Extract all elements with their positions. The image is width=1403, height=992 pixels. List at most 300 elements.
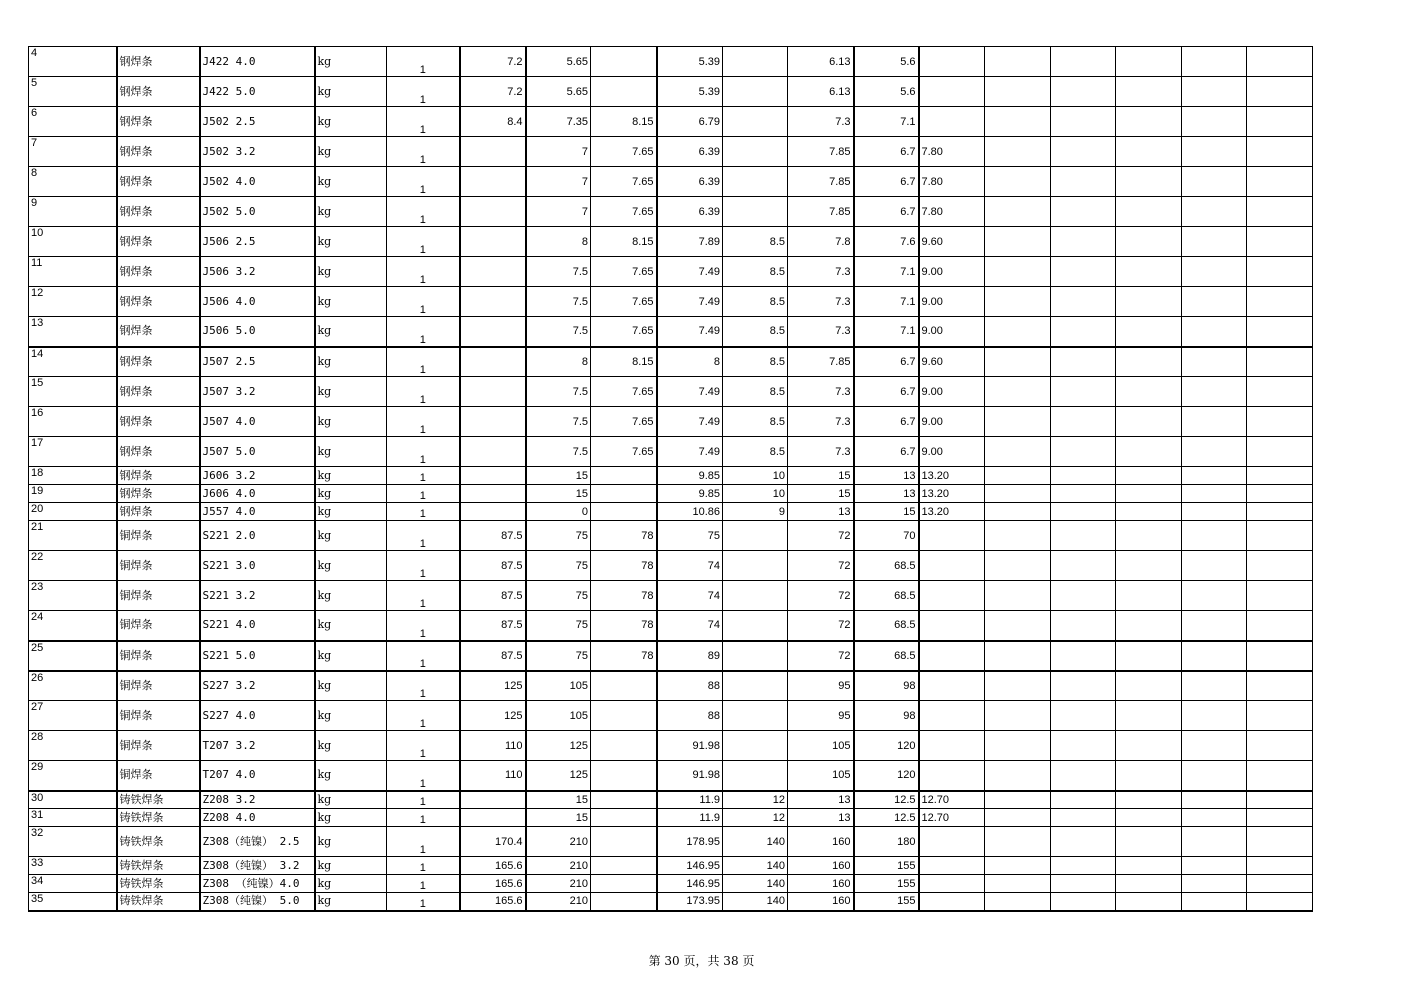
price-cell-1: 170.4 <box>460 827 526 857</box>
item-spec: S227 4.0 <box>200 701 315 731</box>
price-cell-5: 12 <box>723 809 788 827</box>
price-cell-7: 12.5 <box>854 809 919 827</box>
item-qty: 1 <box>387 551 460 581</box>
empty-cell <box>1051 407 1116 437</box>
empty-cell <box>1051 107 1116 137</box>
price-cell-5: 12 <box>723 791 788 809</box>
item-spec: Z308（纯镍） 5.0 <box>200 893 315 911</box>
price-cell-7: 5.6 <box>854 47 919 77</box>
price-cell-7: 120 <box>854 761 919 791</box>
empty-cell <box>1247 809 1313 827</box>
price-cell-5: 9 <box>723 503 788 521</box>
item-qty: 1 <box>387 107 460 137</box>
item-spec: J506 4.0 <box>200 287 315 317</box>
price-cell-7: 155 <box>854 857 919 875</box>
row-number: 18 <box>29 467 117 485</box>
price-cell-1: 125 <box>460 671 526 701</box>
table-row <box>29 731 1313 761</box>
empty-cell <box>1182 503 1247 521</box>
price-cell-3 <box>591 485 657 503</box>
row-number: 30 <box>29 791 117 809</box>
item-spec: Z308（纯镍） 3.2 <box>200 857 315 875</box>
row-number: 10 <box>29 227 117 257</box>
empty-cell <box>1116 317 1182 347</box>
empty-cell <box>1051 521 1116 551</box>
price-cell-5 <box>723 701 788 731</box>
price-cell-7: 6.7 <box>854 377 919 407</box>
price-cell-1 <box>460 809 526 827</box>
empty-cell <box>1247 875 1313 893</box>
empty-cell <box>1051 77 1116 107</box>
price-cell-1 <box>460 287 526 317</box>
empty-cell <box>1116 809 1182 827</box>
price-cell-7: 6.7 <box>854 167 919 197</box>
empty-cell <box>985 227 1051 257</box>
table-row <box>29 347 1313 377</box>
item-qty: 1 <box>387 485 460 503</box>
empty-cell <box>985 167 1051 197</box>
price-cell-3: 8.15 <box>591 227 657 257</box>
item-name: 钢焊条 <box>117 317 200 347</box>
item-name: 钢焊条 <box>117 407 200 437</box>
empty-cell <box>985 407 1051 437</box>
price-cell-4: 75 <box>657 521 723 551</box>
item-spec: S221 2.0 <box>200 521 315 551</box>
empty-cell <box>1051 611 1116 641</box>
price-cell-1 <box>460 167 526 197</box>
price-cell-8: 7.80 <box>919 197 985 227</box>
price-cell-1: 125 <box>460 701 526 731</box>
empty-cell <box>1247 731 1313 761</box>
item-name: 铸铁焊条 <box>117 809 200 827</box>
table-row <box>29 761 1313 791</box>
empty-cell <box>985 467 1051 485</box>
empty-cell <box>1182 377 1247 407</box>
price-cell-5: 10 <box>723 467 788 485</box>
price-cell-6: 7.3 <box>788 377 854 407</box>
empty-cell <box>1247 671 1313 701</box>
price-cell-5: 140 <box>723 875 788 893</box>
price-cell-1: 87.5 <box>460 551 526 581</box>
empty-cell <box>1051 761 1116 791</box>
row-number: 31 <box>29 809 117 827</box>
price-cell-3: 7.65 <box>591 137 657 167</box>
item-name: 钢焊条 <box>117 257 200 287</box>
price-cell-4: 173.95 <box>657 893 723 911</box>
price-cell-2: 105 <box>526 671 591 701</box>
empty-cell <box>1247 197 1313 227</box>
price-cell-2: 7 <box>526 167 591 197</box>
row-number: 32 <box>29 827 117 857</box>
item-spec: J422 5.0 <box>200 77 315 107</box>
price-cell-2: 15 <box>526 791 591 809</box>
price-cell-5: 10 <box>723 485 788 503</box>
empty-cell <box>985 47 1051 77</box>
item-name: 钢焊条 <box>117 227 200 257</box>
item-qty: 1 <box>387 827 460 857</box>
empty-cell <box>1247 581 1313 611</box>
empty-cell <box>1182 347 1247 377</box>
empty-cell <box>1051 893 1116 911</box>
empty-cell <box>1182 287 1247 317</box>
item-spec: S221 5.0 <box>200 641 315 671</box>
price-cell-8 <box>919 761 985 791</box>
table-row <box>29 893 1313 911</box>
price-cell-1 <box>460 407 526 437</box>
empty-cell <box>1116 137 1182 167</box>
row-number: 26 <box>29 671 117 701</box>
item-spec: J507 4.0 <box>200 407 315 437</box>
table-row <box>29 827 1313 857</box>
table-row <box>29 671 1313 701</box>
item-name: 铜焊条 <box>117 671 200 701</box>
empty-cell <box>1116 107 1182 137</box>
item-unit: kg <box>315 641 387 671</box>
price-cell-2: 7.5 <box>526 377 591 407</box>
table-row <box>29 857 1313 875</box>
empty-cell <box>1247 77 1313 107</box>
table-row <box>29 197 1313 227</box>
price-cell-3: 7.65 <box>591 257 657 287</box>
price-cell-2: 7.35 <box>526 107 591 137</box>
price-cell-7: 155 <box>854 875 919 893</box>
price-cell-2: 15 <box>526 485 591 503</box>
empty-cell <box>1116 641 1182 671</box>
empty-cell <box>1116 857 1182 875</box>
price-cell-6: 13 <box>788 809 854 827</box>
item-unit: kg <box>315 485 387 503</box>
empty-cell <box>985 521 1051 551</box>
item-unit: kg <box>315 731 387 761</box>
item-qty: 1 <box>387 227 460 257</box>
item-qty: 1 <box>387 857 460 875</box>
item-name: 铜焊条 <box>117 611 200 641</box>
price-cell-8: 9.00 <box>919 257 985 287</box>
empty-cell <box>1182 875 1247 893</box>
table-row <box>29 521 1313 551</box>
price-cell-1 <box>460 791 526 809</box>
item-unit: kg <box>315 227 387 257</box>
empty-cell <box>985 257 1051 287</box>
empty-cell <box>1182 551 1247 581</box>
price-cell-3 <box>591 761 657 791</box>
price-cell-6: 160 <box>788 857 854 875</box>
empty-cell <box>1182 227 1247 257</box>
price-cell-4: 6.79 <box>657 107 723 137</box>
row-number: 35 <box>29 893 117 911</box>
table-row <box>29 791 1313 809</box>
empty-cell <box>985 611 1051 641</box>
price-cell-1: 165.6 <box>460 875 526 893</box>
empty-cell <box>1051 551 1116 581</box>
price-cell-5: 8.5 <box>723 437 788 467</box>
price-cell-4: 89 <box>657 641 723 671</box>
price-cell-5: 140 <box>723 893 788 911</box>
price-cell-2: 15 <box>526 809 591 827</box>
price-cell-4: 11.9 <box>657 791 723 809</box>
row-number: 12 <box>29 287 117 317</box>
price-cell-5 <box>723 641 788 671</box>
item-unit: kg <box>315 611 387 641</box>
price-cell-1 <box>460 485 526 503</box>
item-qty: 1 <box>387 503 460 521</box>
empty-cell <box>1247 167 1313 197</box>
table-row <box>29 377 1313 407</box>
price-cell-2: 7.5 <box>526 257 591 287</box>
price-cell-4: 74 <box>657 551 723 581</box>
empty-cell <box>1051 731 1116 761</box>
price-cell-3: 7.65 <box>591 377 657 407</box>
row-number: 5 <box>29 77 117 107</box>
price-cell-6: 6.13 <box>788 47 854 77</box>
item-unit: kg <box>315 197 387 227</box>
item-name: 钢焊条 <box>117 47 200 77</box>
price-cell-3 <box>591 671 657 701</box>
price-cell-8 <box>919 551 985 581</box>
item-spec: Z308 （纯镍）4.0 <box>200 875 315 893</box>
price-cell-5 <box>723 761 788 791</box>
price-cell-8 <box>919 581 985 611</box>
price-cell-5: 8.5 <box>723 257 788 287</box>
item-name: 钢焊条 <box>117 77 200 107</box>
price-cell-3: 8.15 <box>591 107 657 137</box>
empty-cell <box>1247 257 1313 287</box>
row-number: 34 <box>29 875 117 893</box>
price-cell-8: 7.80 <box>919 167 985 197</box>
empty-cell <box>985 287 1051 317</box>
price-cell-3: 78 <box>591 521 657 551</box>
price-cell-6: 7.3 <box>788 407 854 437</box>
table-row <box>29 581 1313 611</box>
empty-cell <box>985 347 1051 377</box>
empty-cell <box>985 701 1051 731</box>
empty-cell <box>985 317 1051 347</box>
price-cell-3 <box>591 77 657 107</box>
row-number: 13 <box>29 317 117 347</box>
row-number: 6 <box>29 107 117 137</box>
empty-cell <box>1247 827 1313 857</box>
item-unit: kg <box>315 47 387 77</box>
price-cell-3 <box>591 827 657 857</box>
item-qty: 1 <box>387 77 460 107</box>
item-qty: 1 <box>387 47 460 77</box>
item-qty: 1 <box>387 581 460 611</box>
empty-cell <box>1116 167 1182 197</box>
price-cell-8: 9.60 <box>919 227 985 257</box>
empty-cell <box>985 671 1051 701</box>
price-cell-2: 7 <box>526 137 591 167</box>
empty-cell <box>1247 287 1313 317</box>
empty-cell <box>985 809 1051 827</box>
price-cell-3: 7.65 <box>591 167 657 197</box>
price-cell-7: 6.7 <box>854 197 919 227</box>
price-cell-1: 8.4 <box>460 107 526 137</box>
empty-cell <box>1116 485 1182 503</box>
price-cell-7: 98 <box>854 701 919 731</box>
item-unit: kg <box>315 521 387 551</box>
item-spec: J506 5.0 <box>200 317 315 347</box>
price-cell-7: 68.5 <box>854 641 919 671</box>
empty-cell <box>1182 521 1247 551</box>
item-qty: 1 <box>387 893 460 911</box>
price-cell-8: 9.00 <box>919 377 985 407</box>
price-cell-7: 155 <box>854 893 919 911</box>
item-name: 钢焊条 <box>117 137 200 167</box>
price-cell-4: 9.85 <box>657 485 723 503</box>
price-cell-8 <box>919 893 985 911</box>
empty-cell <box>985 641 1051 671</box>
price-cell-6: 7.85 <box>788 347 854 377</box>
item-unit: kg <box>315 827 387 857</box>
price-cell-2: 5.65 <box>526 77 591 107</box>
price-cell-7: 120 <box>854 731 919 761</box>
row-number: 20 <box>29 503 117 521</box>
price-cell-6: 6.13 <box>788 77 854 107</box>
empty-cell <box>1116 551 1182 581</box>
price-cell-2: 75 <box>526 551 591 581</box>
item-name: 铜焊条 <box>117 641 200 671</box>
empty-cell <box>1247 641 1313 671</box>
price-cell-6: 160 <box>788 893 854 911</box>
empty-cell <box>1182 809 1247 827</box>
price-cell-7: 5.6 <box>854 77 919 107</box>
table-body <box>29 47 1313 911</box>
item-unit: kg <box>315 551 387 581</box>
item-name: 铜焊条 <box>117 551 200 581</box>
price-cell-5 <box>723 137 788 167</box>
empty-cell <box>1182 77 1247 107</box>
empty-cell <box>1116 197 1182 227</box>
row-number: 11 <box>29 257 117 287</box>
empty-cell <box>1051 671 1116 701</box>
empty-cell <box>1051 875 1116 893</box>
price-cell-4: 91.98 <box>657 761 723 791</box>
row-number: 19 <box>29 485 117 503</box>
empty-cell <box>1182 485 1247 503</box>
item-spec: S221 4.0 <box>200 611 315 641</box>
item-qty: 1 <box>387 287 460 317</box>
price-cell-6: 95 <box>788 671 854 701</box>
item-spec: S221 3.0 <box>200 551 315 581</box>
empty-cell <box>985 761 1051 791</box>
price-cell-7: 13 <box>854 467 919 485</box>
price-cell-6: 15 <box>788 467 854 485</box>
price-cell-2: 210 <box>526 893 591 911</box>
price-cell-4: 88 <box>657 671 723 701</box>
empty-cell <box>985 791 1051 809</box>
item-spec: J502 5.0 <box>200 197 315 227</box>
empty-cell <box>1116 47 1182 77</box>
price-cell-4: 8 <box>657 347 723 377</box>
price-cell-5: 140 <box>723 827 788 857</box>
item-unit: kg <box>315 407 387 437</box>
item-qty: 1 <box>387 809 460 827</box>
price-cell-6: 13 <box>788 503 854 521</box>
item-name: 铜焊条 <box>117 761 200 791</box>
empty-cell <box>1182 731 1247 761</box>
price-cell-3 <box>591 893 657 911</box>
empty-cell <box>985 827 1051 857</box>
row-number: 8 <box>29 167 117 197</box>
item-name: 钢焊条 <box>117 347 200 377</box>
price-cell-1 <box>460 377 526 407</box>
empty-cell <box>1247 503 1313 521</box>
price-cell-8: 13.20 <box>919 467 985 485</box>
price-cell-4: 7.89 <box>657 227 723 257</box>
price-cell-6: 95 <box>788 701 854 731</box>
empty-cell <box>1182 701 1247 731</box>
price-cell-6: 7.3 <box>788 437 854 467</box>
empty-cell <box>1247 407 1313 437</box>
empty-cell <box>1051 485 1116 503</box>
price-cell-8: 9.00 <box>919 407 985 437</box>
table-row <box>29 107 1313 137</box>
empty-cell <box>1051 827 1116 857</box>
price-cell-2: 210 <box>526 875 591 893</box>
empty-cell <box>1116 467 1182 485</box>
item-spec: J506 2.5 <box>200 227 315 257</box>
row-number: 4 <box>29 47 117 77</box>
table-row <box>29 809 1313 827</box>
price-cell-1: 165.6 <box>460 857 526 875</box>
price-cell-2: 0 <box>526 503 591 521</box>
item-unit: kg <box>315 809 387 827</box>
row-number: 24 <box>29 611 117 641</box>
item-unit: kg <box>315 503 387 521</box>
price-cell-7: 68.5 <box>854 581 919 611</box>
item-spec: J606 3.2 <box>200 467 315 485</box>
price-cell-3 <box>591 809 657 827</box>
empty-cell <box>985 581 1051 611</box>
item-qty: 1 <box>387 377 460 407</box>
price-cell-2: 7.5 <box>526 287 591 317</box>
empty-cell <box>1182 437 1247 467</box>
price-cell-1 <box>460 317 526 347</box>
item-qty: 1 <box>387 347 460 377</box>
price-cell-4: 7.49 <box>657 437 723 467</box>
item-spec: J507 3.2 <box>200 377 315 407</box>
row-number: 7 <box>29 137 117 167</box>
item-qty: 1 <box>387 407 460 437</box>
item-qty: 1 <box>387 257 460 287</box>
table-row <box>29 47 1313 77</box>
empty-cell <box>985 503 1051 521</box>
price-cell-8 <box>919 857 985 875</box>
price-cell-7: 6.7 <box>854 347 919 377</box>
empty-cell <box>1051 641 1116 671</box>
empty-cell <box>1051 503 1116 521</box>
empty-cell <box>985 197 1051 227</box>
item-unit: kg <box>315 671 387 701</box>
price-cell-3 <box>591 875 657 893</box>
item-spec: J507 2.5 <box>200 347 315 377</box>
empty-cell <box>1051 581 1116 611</box>
price-cell-1 <box>460 227 526 257</box>
item-unit: kg <box>315 317 387 347</box>
price-cell-3 <box>591 857 657 875</box>
price-cell-7: 7.6 <box>854 227 919 257</box>
price-cell-4: 6.39 <box>657 167 723 197</box>
price-cell-4: 11.9 <box>657 809 723 827</box>
price-cell-8: 13.20 <box>919 485 985 503</box>
price-cell-8: 9.60 <box>919 347 985 377</box>
price-cell-2: 75 <box>526 641 591 671</box>
price-cell-3: 78 <box>591 641 657 671</box>
item-unit: kg <box>315 893 387 911</box>
empty-cell <box>1247 611 1313 641</box>
item-unit: kg <box>315 77 387 107</box>
table-row <box>29 611 1313 641</box>
